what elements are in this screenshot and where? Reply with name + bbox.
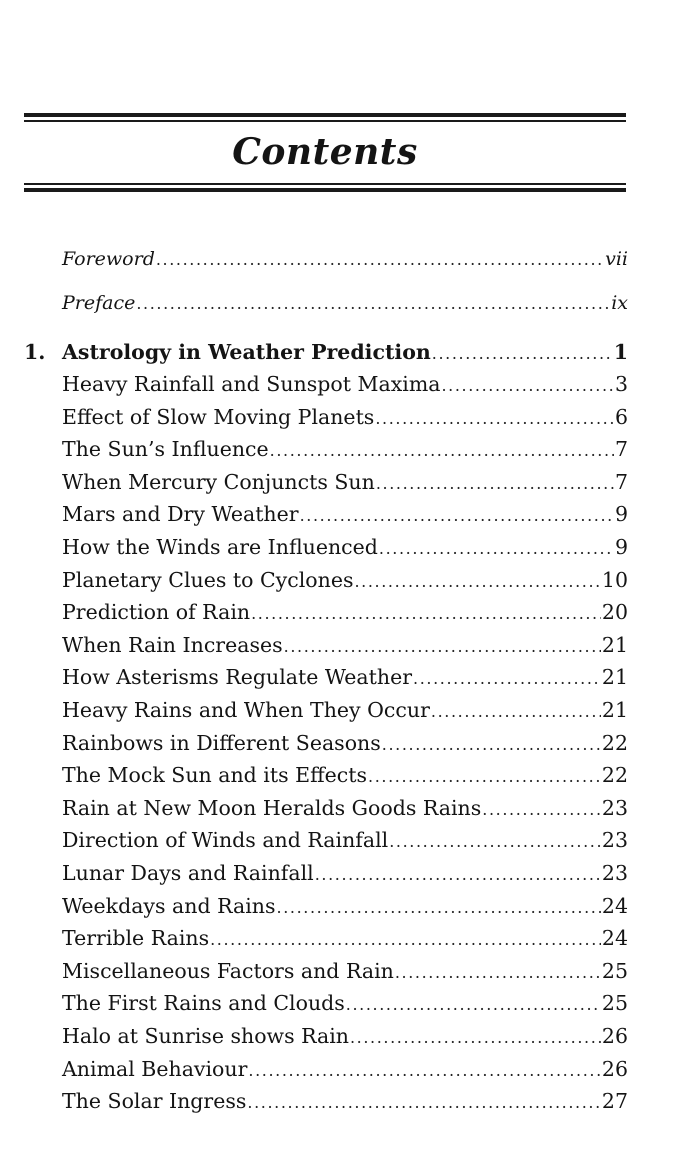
- toc-entry-page: 26: [601, 1024, 628, 1048]
- toc-entry[interactable]: [24, 1053, 628, 1085]
- toc-entry-label: Terrible Rains: [62, 926, 210, 951]
- toc-entry[interactable]: [24, 433, 628, 465]
- dot-leader: [277, 892, 601, 924]
- dot-leader: [284, 631, 601, 663]
- dot-leader: [413, 663, 601, 695]
- toc-entry-page: 21: [601, 665, 628, 690]
- toc-entry[interactable]: [24, 792, 628, 824]
- toc-entry[interactable]: [24, 368, 628, 400]
- toc-entry-page: 9: [614, 502, 628, 527]
- toc-entry-preface[interactable]: [24, 287, 628, 319]
- dot-leader: [156, 244, 604, 276]
- dot-leader: [300, 500, 614, 532]
- page-title: Contents: [232, 131, 418, 173]
- toc-entry[interactable]: [24, 857, 628, 889]
- toc-entry-foreword[interactable]: [24, 243, 628, 275]
- toc-entry[interactable]: [24, 629, 628, 661]
- toc-chapter-1[interactable]: [24, 336, 628, 368]
- dot-leader: [248, 1055, 601, 1087]
- dot-leader: [376, 468, 614, 500]
- toc-entry-page: 24: [601, 926, 628, 951]
- dot-leader: [482, 794, 601, 826]
- toc-entry-page: 20: [601, 600, 628, 625]
- dot-leader: [270, 435, 614, 467]
- toc-entry-label: Effect of Slow Moving Planets: [62, 404, 375, 429]
- toc-entry-label: Astrology in Weather Prediction: [62, 340, 431, 364]
- dot-leader: [379, 533, 614, 565]
- dot-leader: [441, 370, 613, 402]
- toc-entry-label: When Rain Increases: [62, 632, 283, 657]
- toc-entry-page: 23: [601, 828, 628, 853]
- toc-entry-label: Weekdays and Rains: [62, 893, 276, 918]
- toc-entry[interactable]: [24, 759, 628, 791]
- toc-entry-label: Animal Behaviour: [62, 1056, 248, 1081]
- toc-entry[interactable]: [24, 824, 628, 856]
- toc-entry-page: vii: [605, 248, 628, 270]
- dot-leader: [368, 761, 601, 793]
- toc-entry[interactable]: [24, 401, 628, 433]
- toc-entry-label: When Mercury Conjuncts Sun: [62, 469, 375, 494]
- toc-entry[interactable]: [24, 922, 628, 954]
- toc-entry-label: The First Rains and Clouds: [62, 991, 345, 1016]
- toc-entry-page: 21: [601, 632, 628, 657]
- title-bottom-rule: [24, 183, 626, 192]
- toc-entry-page: 10: [601, 567, 628, 592]
- dot-leader: [251, 598, 601, 630]
- dot-leader: [350, 1022, 601, 1054]
- toc-entry-label: Planetary Clues to Cyclones: [62, 567, 354, 592]
- title-top-rule: [24, 113, 626, 122]
- toc-entry[interactable]: [24, 1020, 628, 1052]
- toc-entry-page: 23: [601, 795, 628, 820]
- toc-entry[interactable]: [24, 531, 628, 563]
- toc-entry-page: 6: [614, 404, 628, 429]
- dot-leader: [375, 403, 614, 435]
- toc-entry-label: How the Winds are Influenced: [62, 535, 378, 559]
- toc-entry[interactable]: [24, 727, 628, 759]
- toc-entry[interactable]: [24, 987, 628, 1019]
- toc-entry-page: ix: [611, 292, 628, 314]
- dot-leader: [432, 338, 613, 370]
- toc-entry-page: 25: [601, 991, 628, 1016]
- dot-leader: [389, 826, 601, 858]
- dot-leader: [354, 566, 600, 598]
- toc-entry-label: Prediction of Rain: [62, 600, 251, 625]
- toc-entry-label: Preface: [62, 292, 136, 314]
- toc-entry[interactable]: [24, 694, 628, 726]
- toc-entry-label: Mars and Dry Weather: [62, 502, 299, 527]
- dot-leader: [346, 989, 601, 1021]
- toc-entry-page: 7: [614, 437, 628, 462]
- toc-entry-label: Heavy Rainfall and Sunspot Maxima: [62, 372, 441, 396]
- toc-entry-label: The Mock Sun and its Effects: [62, 763, 368, 788]
- toc-entry-label: Direction of Winds and Rainfall: [62, 828, 389, 853]
- toc-entry-page: 26: [601, 1056, 628, 1081]
- toc-entry-page: 23: [601, 861, 628, 885]
- dot-leader: [382, 729, 601, 761]
- toc-entry-label: The Solar Ingress: [62, 1089, 247, 1114]
- toc-entry-label: Rain at New Moon Heralds Goods Rains: [62, 795, 482, 820]
- toc-entry-page: 25: [601, 958, 628, 983]
- toc-entry[interactable]: [24, 564, 628, 596]
- toc-entry-label: Miscellaneous Factors and Rain: [62, 958, 394, 983]
- toc-entry[interactable]: [24, 596, 628, 628]
- toc-entry[interactable]: [24, 890, 628, 922]
- toc-entry[interactable]: [24, 661, 628, 693]
- dot-leader: [136, 288, 610, 320]
- toc-entry-label: Foreword: [62, 248, 155, 270]
- toc-entry-page: 24: [601, 893, 628, 918]
- toc-entry-label: How Asterisms Regulate Weather: [62, 665, 413, 690]
- toc-entry-label: Lunar Days and Rainfall: [62, 861, 314, 885]
- toc-entry-page: 1: [613, 340, 628, 364]
- dot-leader: [210, 924, 601, 956]
- dot-leader: [431, 696, 601, 728]
- toc-entry[interactable]: [24, 498, 628, 530]
- chapter-number: 1.: [24, 340, 46, 364]
- toc-entry-page: 9: [614, 535, 628, 559]
- toc-entry[interactable]: [24, 466, 628, 498]
- dot-leader: [247, 1087, 601, 1119]
- toc-entry[interactable]: [24, 955, 628, 987]
- toc-entry-page: 22: [601, 730, 628, 755]
- toc-entry[interactable]: [24, 1085, 628, 1117]
- toc-entry-page: 27: [601, 1089, 628, 1114]
- toc-entry-page: 3: [614, 372, 628, 396]
- toc-entry-label: Rainbows in Different Seasons: [62, 730, 381, 755]
- toc-entry-page: 7: [614, 469, 628, 494]
- toc-entry-page: 22: [601, 763, 628, 788]
- toc-entry-label: Halo at Sunrise shows Rain: [62, 1024, 349, 1048]
- toc-entry-label: Heavy Rains and When They Occur: [62, 698, 430, 722]
- dot-leader: [395, 957, 601, 989]
- toc-entry-label: The Sun’s Influence: [62, 437, 269, 462]
- dot-leader: [315, 859, 601, 891]
- toc-entry-page: 21: [601, 698, 628, 722]
